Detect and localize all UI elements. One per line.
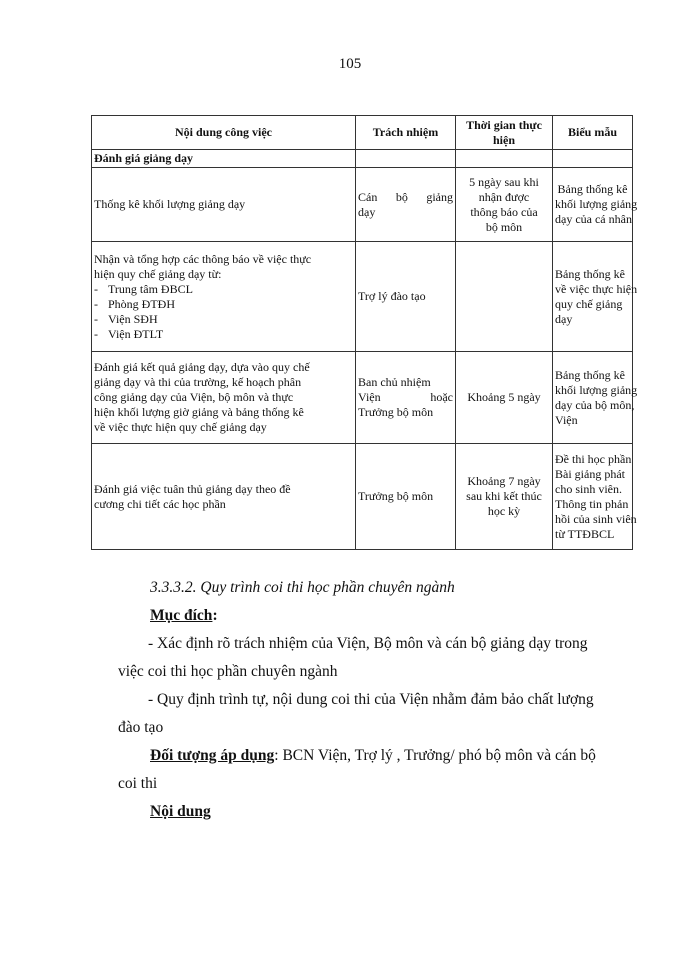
row-responsibility: Trưởng bộ môn bbox=[356, 444, 456, 550]
purpose-item-1: - Xác định rõ trách nhiệm của Viện, Bộ môn và cán bộ giảng dạy trong bbox=[148, 635, 588, 652]
section-title: Đánh giá giảng dạy bbox=[92, 150, 356, 168]
row-form: Bảng thống kê khối lượng giảng dạy của cá nhân bbox=[553, 168, 633, 242]
purpose-item-2-cont: đào tạo bbox=[118, 719, 164, 736]
row-content: Đánh giá việc tuân thủ giảng dạy theo đề cương chi tiết các học phần bbox=[92, 444, 356, 550]
table-row bbox=[92, 444, 633, 550]
row-responsibility: Cán bộ giảng dạy bbox=[356, 168, 456, 242]
header-responsibility: Trách nhiệm bbox=[356, 116, 456, 150]
row-time bbox=[456, 242, 553, 352]
row-responsibility: Trợ lý đào tạo bbox=[356, 242, 456, 352]
row-form: Bảng thống kê về việc thực hiện quy chế giảng dạy bbox=[553, 242, 633, 352]
row-time: 5 ngày sau khi nhận được thông báo của bộ môn bbox=[456, 168, 553, 242]
row-form: Đề thi học phần Bài giảng phát cho sinh viên. Thông tin phản hồi của sinh viên từ TTĐBCL bbox=[553, 444, 633, 550]
list-item: - Phòng ĐTĐH bbox=[94, 297, 353, 312]
row-form: Bảng thống kê khối lượng giảng dạy của bộ môn, Viện bbox=[553, 352, 633, 444]
list-item: - Trung tâm ĐBCL bbox=[94, 282, 353, 297]
header-time: Thời gian thực hiện bbox=[456, 116, 553, 150]
row-time: Khoảng 5 ngày bbox=[456, 352, 553, 444]
scope-line-cont: coi thi bbox=[118, 775, 158, 792]
purpose-item-1-cont: việc coi thi học phần chuyên ngành bbox=[118, 663, 338, 680]
table-header-row bbox=[92, 116, 633, 150]
row-time: Khoảng 7 ngày sau khi kết thúc học kỳ bbox=[456, 444, 553, 550]
page-number: 105 bbox=[338, 56, 362, 72]
scope-line bbox=[150, 746, 640, 766]
table-row bbox=[92, 352, 633, 444]
scope-label: Đối tượng áp dụng bbox=[150, 747, 275, 764]
table-row bbox=[92, 242, 633, 352]
list-item: - Viện SĐH bbox=[94, 312, 353, 327]
section-row bbox=[92, 150, 633, 168]
table-row bbox=[92, 168, 633, 242]
purpose-label: Mục đích bbox=[150, 607, 213, 624]
list-item: - Viện ĐTLT bbox=[94, 327, 353, 342]
content-heading: Nội dung bbox=[150, 803, 211, 820]
work-table bbox=[91, 115, 638, 550]
row-content: Nhận và tổng hợp các thông báo về việc thực hiện quy chế giảng dạy từ: - Trung tâm ĐBCL - Phòng ĐTĐH - Viện SĐH - Viện ĐTLT bbox=[92, 242, 356, 352]
purpose-colon: : bbox=[212, 607, 218, 624]
purpose-heading bbox=[150, 606, 670, 626]
section-subheading: 3.3.3.2. Quy trình coi thi học phần chuyên ngành bbox=[150, 579, 455, 596]
row-content: Thống kê khối lượng giảng dạy bbox=[92, 168, 356, 242]
scope-text: : BCN Viện, Trợ lý , Trưởng/ phó bộ môn và cán bộ bbox=[274, 747, 596, 764]
row-content: Đánh giá kết quả giảng dạy, dựa vào quy chế giảng dạy và thi của trường, kế hoạch phân công giảng dạy của Viện, bộ môn và thực hiện khối lượng giờ giảng và bảng thống kê về việc thực hiện quy chế giảng dạy bbox=[92, 352, 356, 444]
header-form: Biểu mẫu bbox=[553, 116, 633, 150]
row-responsibility: Ban chủ nhiệm Viện hoặc Trưởng bộ môn bbox=[356, 352, 456, 444]
header-content: Nội dung công việc bbox=[92, 116, 356, 150]
purpose-item-2: - Quy định trình tự, nội dung coi thi của Viện nhằm đảm bảo chất lượng bbox=[148, 691, 594, 708]
